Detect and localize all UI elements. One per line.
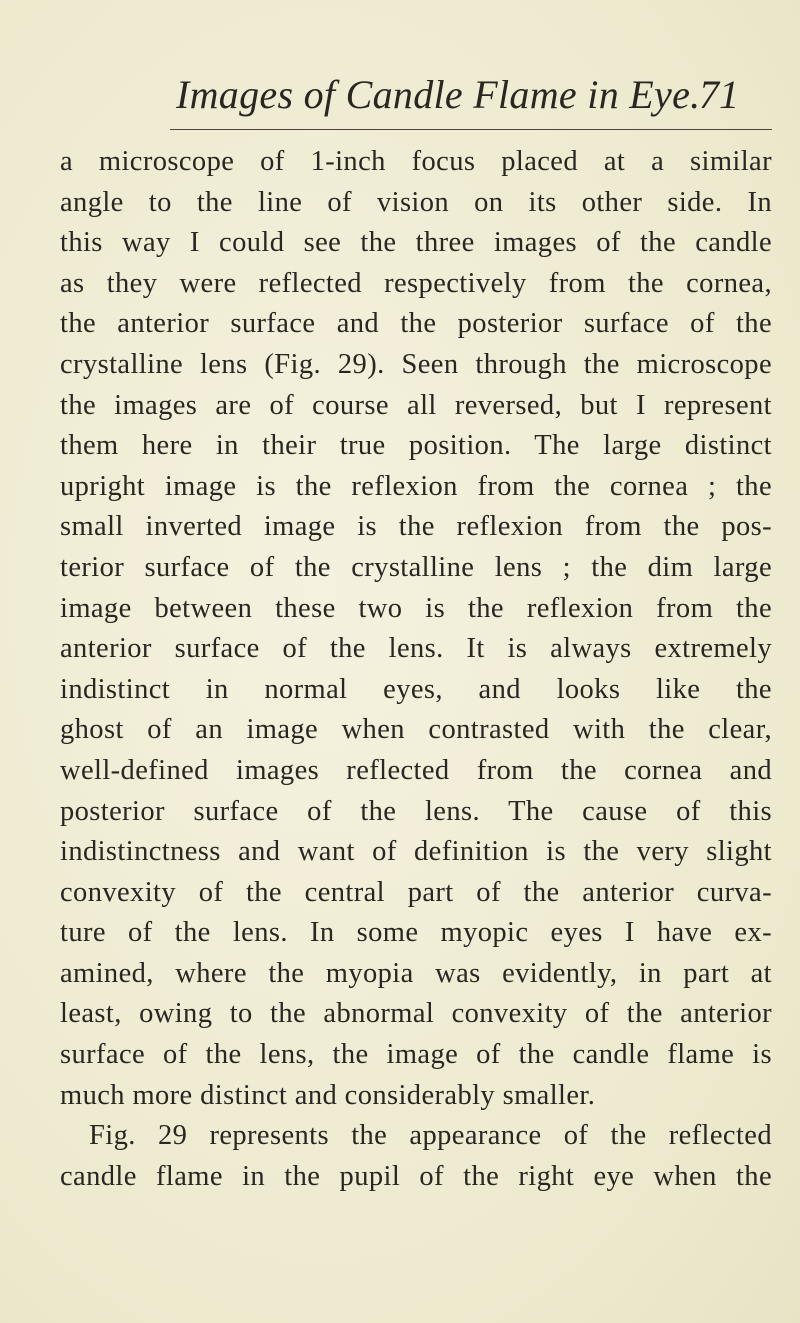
text-line: angle to the line of vision on its other side. In xyxy=(60,186,772,218)
text-line: them here in their true position. The large distinct xyxy=(60,430,772,462)
text-line: small inverted image is the reflexion from the pos- xyxy=(60,511,772,543)
body-text xyxy=(60,142,772,1197)
text-line: ghost of an image when contrasted with the clear, xyxy=(60,714,772,746)
text-line: least, owing to the abnormal convexity of the anterior xyxy=(60,998,772,1030)
text-line: the anterior surface and the posterior surface of the xyxy=(60,308,772,340)
text-line: this way I could see the three images of the candle xyxy=(60,227,772,259)
text-line: the images are of course all reversed, but I represent xyxy=(60,389,772,421)
text-line: a microscope of 1-inch focus placed at a similar xyxy=(60,146,772,177)
paragraph-end-line: much more distinct and considerably smaller. xyxy=(60,1079,596,1111)
running-head xyxy=(0,72,800,118)
running-title: Images of Candle Flame in Eye. xyxy=(176,72,701,117)
text-line: candle flame in the pupil of the right eye when the xyxy=(60,1160,772,1192)
text-line: anterior surface of the lens. It is always extremely xyxy=(60,633,772,665)
paragraph-start-line: Fig. 29 represents the appearance of the reflected xyxy=(89,1120,772,1152)
text-line: amined, where the myopia was evidently, in part at xyxy=(60,957,772,989)
text-line: crystalline lens (Fig. 29). Seen through the microscope xyxy=(60,348,772,380)
text-line: posterior surface of the lens. The cause of this xyxy=(60,795,772,827)
text-line: ture of the lens. In some myopic eyes I have ex- xyxy=(60,917,772,949)
text-line: indistinct in normal eyes, and looks like the xyxy=(60,673,772,705)
text-line: indistinctness and want of definition is the very slight xyxy=(60,836,772,868)
text-line: as they were reflected respectively from the cornea, xyxy=(60,267,772,299)
text-line: well-defined images reflected from the cornea and xyxy=(60,754,772,786)
text-line: convexity of the central part of the anterior curva- xyxy=(60,876,772,908)
header-rule xyxy=(170,129,772,130)
page-number: 71 xyxy=(699,72,739,117)
text-line: image between these two is the reflexion from the xyxy=(60,592,772,624)
text-line: upright image is the reflexion from the cornea ; the xyxy=(60,470,772,502)
text-line: terior surface of the crystalline lens ; the dim large xyxy=(60,551,772,583)
text-line: surface of the lens, the image of the candle flame is xyxy=(60,1039,772,1071)
